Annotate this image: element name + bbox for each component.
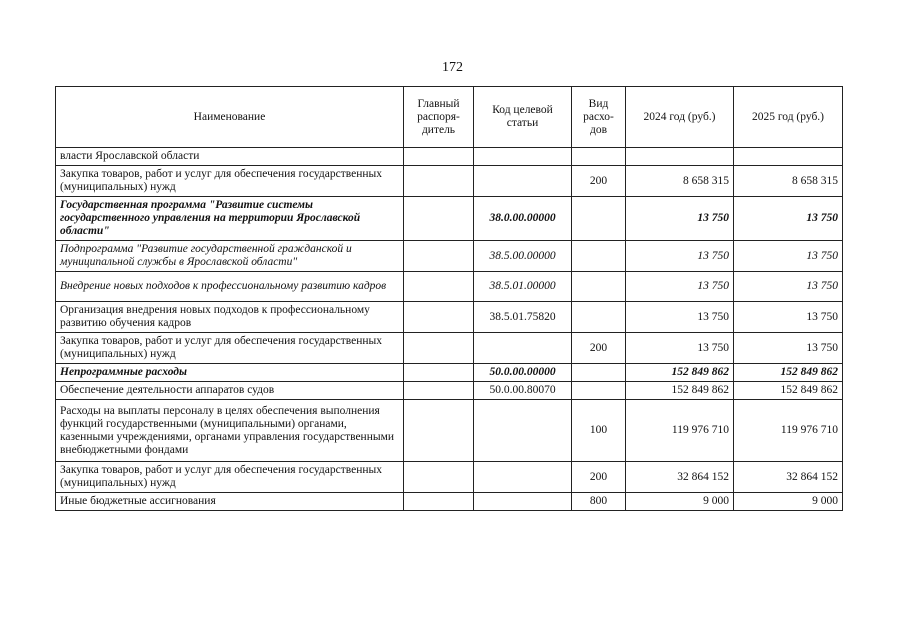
page-number: 172 [442,60,463,75]
cell-2024: 32 864 152 [626,462,734,493]
table-row [56,166,843,197]
cell-code: 38.5.01.75820 [474,302,572,333]
cell-name: Расходы на выплаты персоналу в целях обеспечения выполнения функций государственными (муниципальными) органами, казенными учреждениями, органами управления государственными внебюджетными фондами [56,400,404,462]
cell-code [474,148,572,166]
table-row [56,333,843,364]
header-glav: Главный распоря-дитель [404,87,474,148]
cell-glav [404,493,474,511]
cell-name: Закупка товаров, работ и услуг для обеспечения государственных (муниципальных) нужд [56,462,404,493]
cell-name: Государственная программа "Развитие системы государственного управления на территории Ярославской области" [56,197,404,241]
cell-vid [572,382,626,400]
cell-glav [404,382,474,400]
table-row [56,364,843,382]
cell-name: Иные бюджетные ассигнования [56,493,404,511]
cell-vid: 200 [572,462,626,493]
cell-glav [404,364,474,382]
cell-glav [404,400,474,462]
table-row [56,272,843,302]
cell-2024: 13 750 [626,333,734,364]
cell-vid: 800 [572,493,626,511]
header-2025: 2025 год (руб.) [734,87,843,148]
cell-code [474,333,572,364]
cell-name: Внедрение новых подходов к профессиональному развитию кадров [56,272,404,302]
cell-2025: 152 849 862 [734,382,843,400]
cell-glav [404,272,474,302]
cell-2024: 8 658 315 [626,166,734,197]
cell-name: Обеспечение деятельности аппаратов судов [56,382,404,400]
cell-glav [404,241,474,272]
cell-name: власти Ярославской области [56,148,404,166]
cell-2025: 32 864 152 [734,462,843,493]
table-row [56,241,843,272]
table-row [56,197,843,241]
cell-glav [404,333,474,364]
table-row [56,382,843,400]
header-2024: 2024 год (руб.) [626,87,734,148]
budget-table [55,86,843,511]
cell-2024: 119 976 710 [626,400,734,462]
cell-2025: 13 750 [734,197,843,241]
cell-2024: 13 750 [626,241,734,272]
cell-2025: 13 750 [734,333,843,364]
cell-code [474,400,572,462]
cell-2025: 152 849 862 [734,364,843,382]
cell-glav [404,197,474,241]
cell-code: 38.5.01.00000 [474,272,572,302]
cell-2025: 13 750 [734,272,843,302]
table-header-row [56,87,843,148]
header-code: Код целевой статьи [474,87,572,148]
cell-name: Непрограммные расходы [56,364,404,382]
cell-name: Закупка товаров, работ и услуг для обеспечения государственных (муниципальных) нужд [56,166,404,197]
cell-code [474,462,572,493]
cell-2024: 13 750 [626,272,734,302]
cell-glav [404,148,474,166]
cell-2024: 13 750 [626,302,734,333]
table-body [56,148,843,511]
cell-code: 38.5.00.00000 [474,241,572,272]
cell-2025: 13 750 [734,241,843,272]
cell-glav [404,462,474,493]
cell-2025: 13 750 [734,302,843,333]
cell-2024: 9 000 [626,493,734,511]
cell-vid [572,302,626,333]
cell-2025: 9 000 [734,493,843,511]
cell-2024: 152 849 862 [626,382,734,400]
table-row [56,400,843,462]
cell-2025 [734,148,843,166]
cell-2024 [626,148,734,166]
cell-code: 38.0.00.00000 [474,197,572,241]
cell-vid [572,148,626,166]
table-row [56,462,843,493]
cell-vid: 200 [572,166,626,197]
cell-vid: 100 [572,400,626,462]
cell-vid: 200 [572,333,626,364]
cell-code [474,493,572,511]
cell-name: Организация внедрения новых подходов к профессиональному развитию обучения кадров [56,302,404,333]
table-row [56,493,843,511]
cell-2024: 13 750 [626,197,734,241]
cell-name: Подпрограмма "Развитие государственной гражданской и муниципальной службы в Ярославской области" [56,241,404,272]
table-row [56,302,843,333]
table-row [56,148,843,166]
cell-2024: 152 849 862 [626,364,734,382]
cell-vid [572,241,626,272]
cell-vid [572,272,626,302]
cell-glav [404,166,474,197]
cell-vid [572,364,626,382]
cell-code: 50.0.00.80070 [474,382,572,400]
cell-code [474,166,572,197]
cell-code: 50.0.00.00000 [474,364,572,382]
cell-glav [404,302,474,333]
cell-name: Закупка товаров, работ и услуг для обеспечения государственных (муниципальных) нужд [56,333,404,364]
header-name: Наименование [56,87,404,148]
cell-2025: 119 976 710 [734,400,843,462]
cell-vid [572,197,626,241]
cell-2025: 8 658 315 [734,166,843,197]
header-vid: Вид расхо-дов [572,87,626,148]
